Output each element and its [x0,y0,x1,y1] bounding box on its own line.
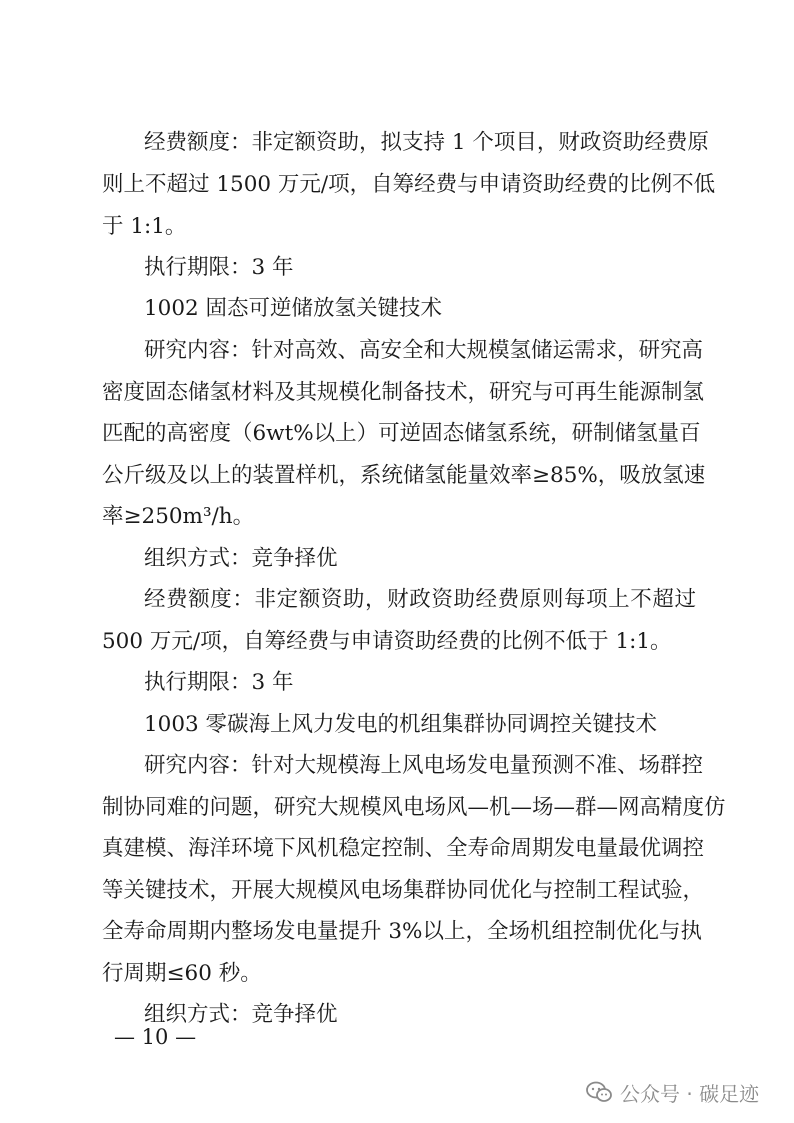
text-line: 执行期限：3 年 [144,670,294,695]
section-heading: 1002 固态可逆储放氢关键技术 [144,296,443,321]
text-line: 密度固态储氢材料及其规模化制备技术，研究与可再生能源制氢 [102,380,705,405]
text-line: 匹配的高密度（6wt%以上）可逆固态储氢系统，研制储氢量百 [102,421,701,446]
wechat-icon [586,1081,612,1103]
watermark [586,1077,759,1107]
page-number: — 10 — [114,1025,197,1049]
text-line: 率≥250m³/h。 [102,504,255,529]
text-line: 研究内容：针对大规模海上风电场发电量预测不准、场群控 [144,753,704,778]
watermark-text: 公众号 · 碳足迹 [620,1081,760,1106]
text-line: 组织方式：竞争择优 [144,546,338,571]
text-line: 制协同难的问题，研究大规模风电场风—机—场—群—网高精度仿 [102,795,726,820]
text-line: 公斤级及以上的装置样机，系统储氢能量效率≥85%，吸放氢速 [102,463,706,488]
text-line: 于 1:1。 [102,214,187,239]
text-line: 真建模、海洋环境下风机稳定控制、全寿命周期发电量最优调控 [102,836,705,861]
text-line: 行周期≤60 秒。 [102,961,262,986]
text-line: 全寿命周期内整场发电量提升 3%以上，全场机组控制优化与执 [102,919,702,944]
text-line: 经费额度：非定额资助，财政资助经费原则每项上不超过 [144,587,696,612]
section-heading: 1003 零碳海上风力发电的机组集群协同调控关键技术 [144,712,658,737]
text-line: 组织方式：竞争择优 [144,1002,338,1027]
text-line: 等关键技术，开展大规模风电场集群协同优化与控制工程试验， [102,878,705,903]
text-line: 经费额度：非定额资助，拟支持 1 个项目，财政资助经费原 [144,130,709,155]
text-line: 执行期限：3 年 [144,255,294,280]
text-line: 500 万元/项，自筹经费与申请资助经费的比例不低于 1:1。 [102,629,672,654]
text-line: 研究内容：针对高效、高安全和大规模氢储运需求，研究高 [144,338,704,363]
text-line: 则上不超过 1500 万元/项，自筹经费与申请资助经费的比例不低 [102,172,716,197]
